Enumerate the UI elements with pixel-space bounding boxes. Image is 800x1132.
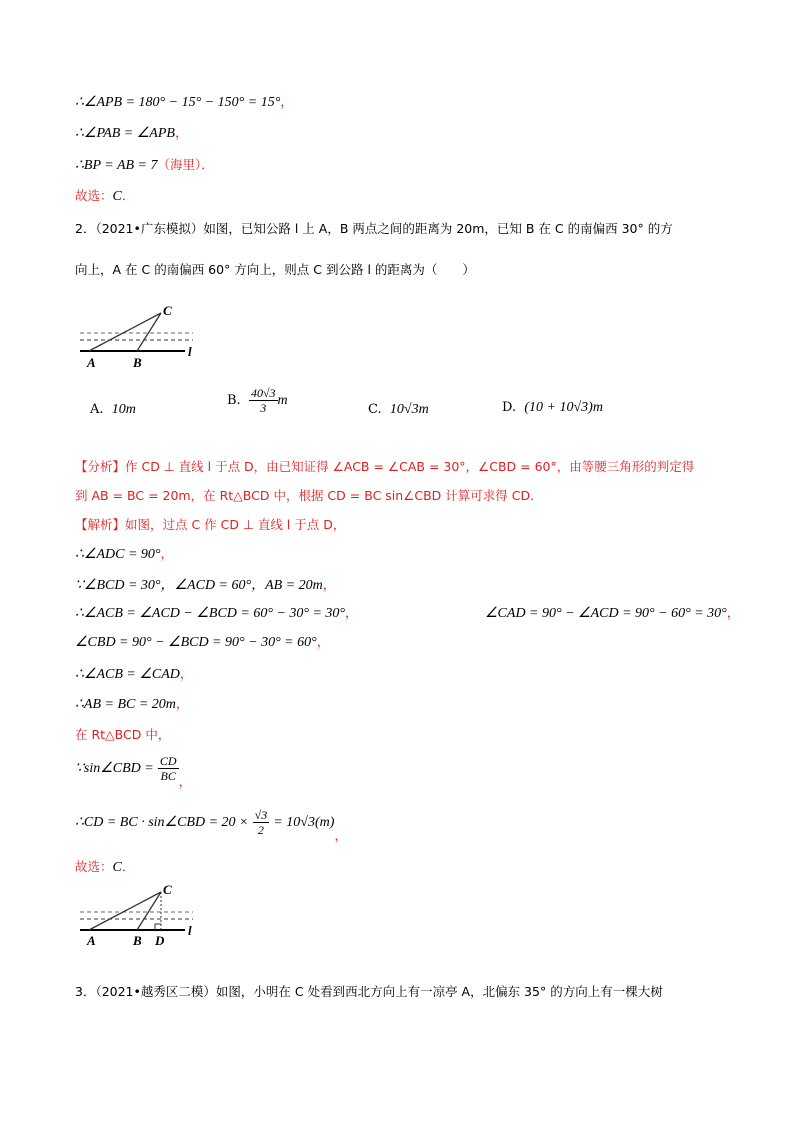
solution-line-6: ∴AB = BC = 20m， bbox=[75, 697, 189, 712]
label-c: C bbox=[163, 303, 172, 318]
solution-line-1: ∴∠ADC = 90°， bbox=[75, 547, 174, 562]
label-c: C bbox=[163, 882, 172, 897]
option-d[interactable]: D. (10 + 10√3)m bbox=[502, 400, 603, 415]
label-b: B bbox=[133, 933, 142, 948]
option-b[interactable]: B. $\frac{40√3}{3}$ m bbox=[227, 386, 288, 415]
q3-stem-line-1: 3．（2021•越秀区二模）如图，小明在 C 处看到西北方向上有一凉亭 A，北偏东 35° 的方向上有一棵大树 bbox=[75, 984, 663, 999]
solution-line-7: 在 Rt△BCD 中， bbox=[75, 727, 171, 742]
label-l: l bbox=[188, 344, 192, 359]
solution-line-4: ∠CBD = 90° − ∠BCD = 90° − 30° = 60°， bbox=[75, 635, 330, 650]
q2-figure-1 bbox=[75, 300, 205, 372]
analysis-line-2: 到 AB = BC = 20m，在 Rt△BCD 中，根据 CD = BC sin∠CBD 计算可求得 CD． bbox=[75, 488, 543, 503]
solution-line-8: ∵sin∠CBD = $\frac{CD}{BC}$ ， bbox=[75, 754, 192, 790]
prev-solution-line-1: ∴∠APB = 180° − 15° − 150° = 15°， bbox=[75, 95, 294, 110]
label-a: A bbox=[87, 355, 96, 370]
solution-intro: 【解析】如图，过点 C 作 CD ⊥ 直线 l 于点 D， bbox=[75, 517, 346, 532]
segment-ac bbox=[89, 313, 161, 351]
prev-solution-line-2: ∴∠PAB = ∠APB， bbox=[75, 126, 188, 141]
solution-line-9: ∴CD = BC · sin∠CBD = 20 × $\frac{√3}{2}$ = 10√3(m)， bbox=[75, 808, 348, 844]
solution-line-2: ∵∠BCD = 30°，∠ACD = 60°，AB = 20m， bbox=[75, 578, 336, 593]
solution-line-3b: ∠CAD = 90° − ∠ACD = 90° − 60° = 30°， bbox=[485, 606, 740, 621]
solution-line-5: ∴∠ACB = ∠CAD， bbox=[75, 667, 193, 682]
analysis-line-1: 【分析】作 CD ⊥ 直线 l 于点 D，由已知证得 ∠ACB = ∠CAB = 30°，∠CBD = 60°，由等腰三角形的判定得 bbox=[75, 459, 695, 474]
label-l: l bbox=[188, 923, 192, 938]
option-c[interactable]: C. 10√3m bbox=[368, 402, 429, 417]
segment-ac bbox=[89, 892, 161, 930]
label-b: B bbox=[133, 355, 142, 370]
label-d: D bbox=[155, 933, 165, 948]
solution-line-3a: ∴∠ACB = ∠ACD − ∠BCD = 60° − 30° = 30°， bbox=[75, 606, 359, 621]
option-a[interactable]: A. 10m bbox=[90, 402, 136, 417]
q2-figure-2 bbox=[75, 882, 205, 948]
q2-stem-line-1: 2．（2021•广东模拟）如图，已知公路 l 上 A，B 两点之间的距离为 20m，已知 B 在 C 的南偏西 30° 的方 bbox=[75, 221, 673, 236]
q2-choice-line: 故选：C． bbox=[75, 859, 135, 875]
prev-solution-line-3: ∴BP = AB = 7（海里）． bbox=[75, 157, 214, 173]
label-a: A bbox=[87, 933, 96, 948]
q2-stem-line-2: 向上，A 在 C 的南偏西 60° 方向上，则点 C 到公路 l 的距离为（ ） bbox=[75, 262, 475, 277]
prev-choice-line: 故选：C． bbox=[75, 188, 135, 204]
